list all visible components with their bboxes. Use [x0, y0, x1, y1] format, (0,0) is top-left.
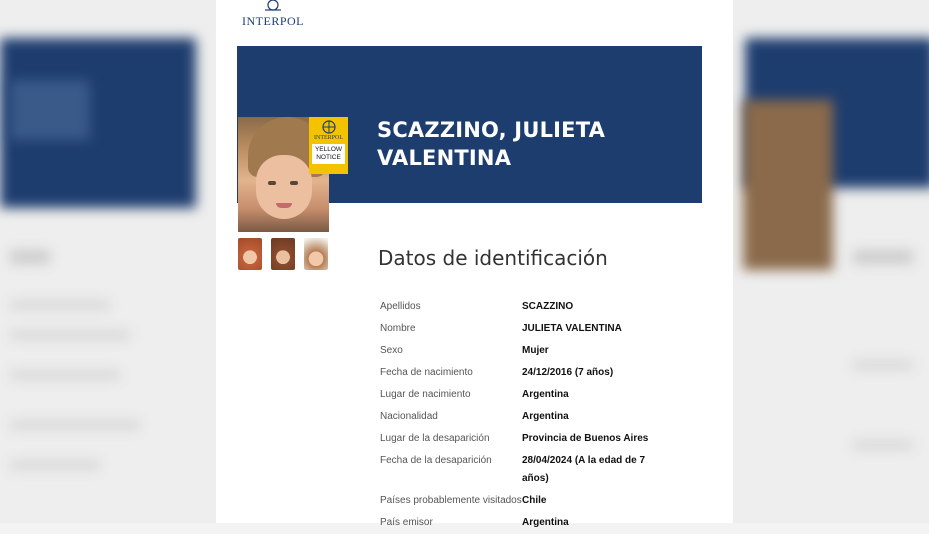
detail-value: JULIETA VALENTINA — [522, 323, 622, 334]
detail-label: Nacionalidad — [380, 411, 438, 422]
detail-value: 28/04/2024 (A la edad de 7 años) — [522, 455, 646, 484]
person-name-line2: VALENTINA — [377, 146, 512, 170]
detail-row — [380, 362, 680, 384]
detail-label: Sexo — [380, 345, 403, 356]
logo-text: INTERPOL — [242, 14, 304, 28]
stamp-type-line1: YELLOW — [314, 146, 343, 153]
detail-row — [380, 450, 680, 490]
interpol-logo[interactable] — [242, 0, 304, 30]
person-name-line1: SCAZZINO, JULIETA — [377, 118, 606, 142]
detail-value: Chile — [522, 495, 547, 506]
detail-label: Fecha de la desaparición — [380, 455, 492, 466]
yellow-notice-stamp — [309, 117, 348, 174]
detail-row — [380, 318, 680, 340]
section-title: Datos de identificación — [378, 246, 608, 270]
stamp-type-line2: NOTICE — [316, 154, 341, 161]
photo-thumbnail-3[interactable] — [304, 238, 328, 270]
detail-label: Lugar de nacimiento — [380, 389, 471, 400]
detail-value: Provincia de Buenos Aires — [522, 433, 649, 444]
identification-details — [380, 296, 680, 534]
detail-row — [380, 406, 680, 428]
detail-row — [380, 428, 680, 450]
detail-value: 24/12/2016 (7 años) — [522, 367, 614, 378]
blurred-left-background — [0, 0, 216, 523]
detail-value: SCAZZINO — [522, 301, 574, 312]
interpol-globe-icon — [321, 120, 337, 134]
detail-value: Argentina — [522, 411, 569, 422]
detail-value: Argentina — [522, 389, 569, 400]
detail-label: Países probablemente visitados — [380, 495, 522, 506]
detail-label: Lugar de la desaparición — [380, 433, 490, 444]
blurred-right-background — [733, 0, 929, 523]
detail-value: Argentina — [522, 517, 569, 528]
person-name — [377, 116, 677, 172]
detail-label: Apellidos — [380, 301, 421, 312]
detail-row — [380, 340, 680, 362]
stamp-type — [312, 144, 345, 164]
photo-thumbnail-2[interactable] — [271, 238, 295, 270]
detail-label: País emisor — [380, 517, 433, 528]
detail-label: Fecha de nacimiento — [380, 367, 473, 378]
detail-row — [380, 512, 680, 534]
detail-row — [380, 296, 680, 318]
detail-row — [380, 384, 680, 406]
photo-thumbnail-1[interactable] — [238, 238, 262, 270]
interpol-emblem-icon — [262, 0, 284, 12]
stamp-brand: INTERPOL — [314, 135, 343, 141]
detail-value: Mujer — [522, 345, 549, 356]
detail-label: Nombre — [380, 323, 416, 334]
detail-row — [380, 490, 680, 512]
